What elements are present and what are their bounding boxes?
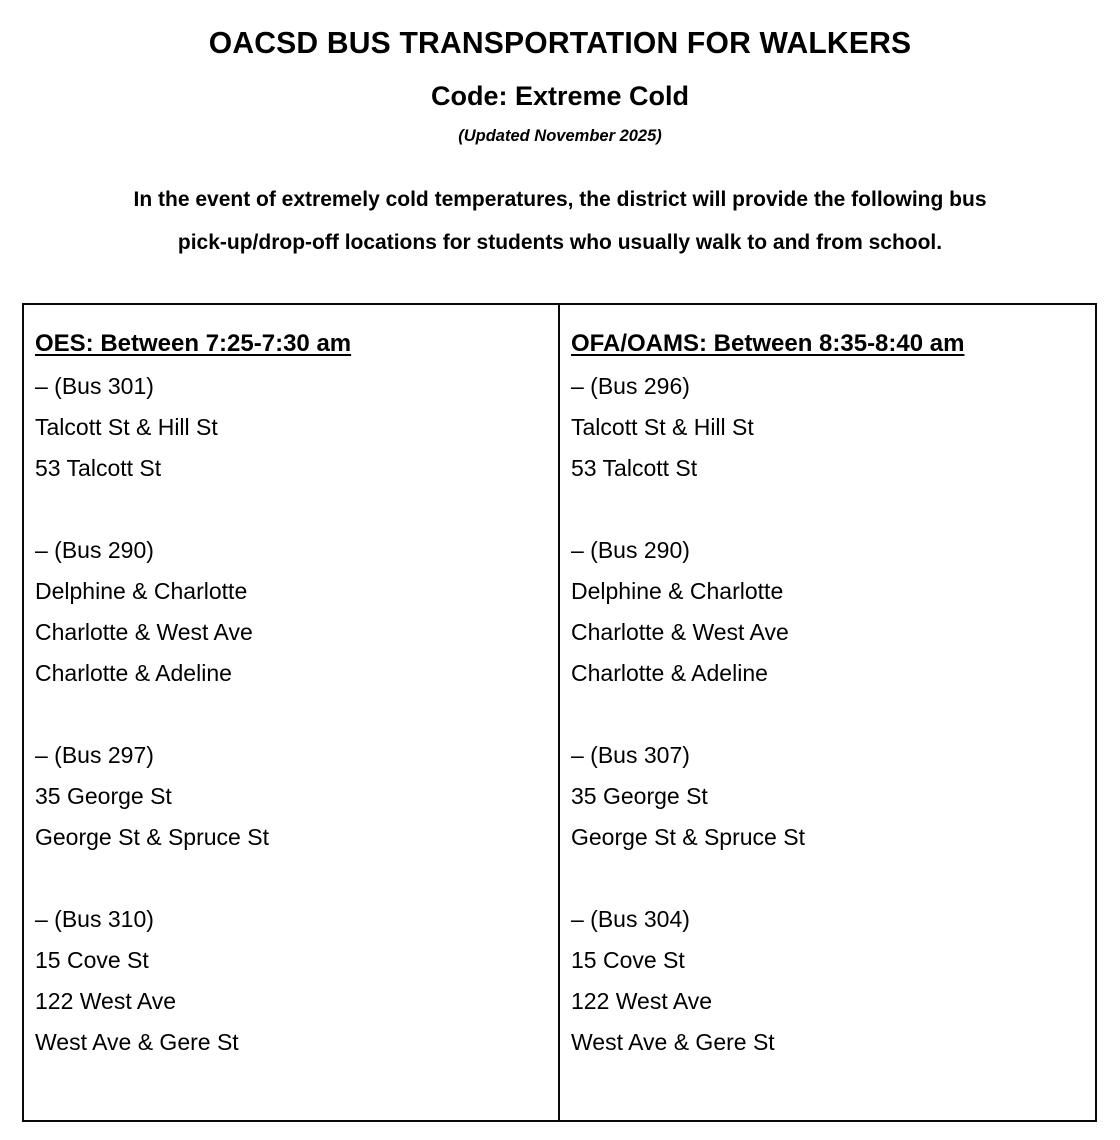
bus-block: [35, 530, 546, 694]
bus-stop-line: Talcott St & Hill St: [35, 414, 218, 440]
intro-line-2: pick-up/drop-off locations for students who usually walk to and from school.: [177, 231, 943, 254]
bus-block: [35, 735, 546, 858]
bus-number-line: – (Bus 297): [35, 742, 154, 768]
bus-stop-line: George St & Spruce St: [571, 824, 805, 850]
bus-stop-line: Delphine & Charlotte: [35, 578, 248, 604]
updated-date-note: (Updated November 2025): [458, 126, 662, 145]
column-header-oes: OES: Between 7:25-7:30 am: [35, 330, 352, 357]
bus-number-line: – (Bus 296): [571, 373, 690, 399]
bus-number-line: – (Bus 307): [571, 742, 690, 768]
document-heading: [0, 0, 1120, 145]
bus-stop-line: Talcott St & Hill St: [571, 414, 754, 440]
bus-stop-line: Charlotte & West Ave: [571, 619, 789, 645]
bus-number-line: – (Bus 290): [571, 537, 690, 563]
intro-line-1: In the event of extremely cold temperatures, the district will provide the following bus: [133, 188, 987, 211]
bus-block: [35, 366, 546, 489]
bus-stop-line: 53 Talcott St: [571, 455, 698, 481]
bus-block: [571, 735, 1082, 858]
bus-number-line: – (Bus 290): [35, 537, 154, 563]
bus-stop-line: West Ave & Gere St: [35, 1029, 239, 1055]
column-header-ofa-oams: OFA/OAMS: Between 8:35-8:40 am: [571, 330, 965, 357]
bus-stop-line: Charlotte & Adeline: [571, 660, 768, 686]
bus-block: [571, 366, 1082, 489]
bus-stop-line: 15 Cove St: [571, 947, 685, 973]
bus-number-line: – (Bus 310): [35, 906, 154, 932]
bus-number-line: – (Bus 304): [571, 906, 690, 932]
bus-stop-line: Charlotte & West Ave: [35, 619, 253, 645]
table-column-oes: [24, 305, 560, 1120]
bus-stop-line: 53 Talcott St: [35, 455, 162, 481]
bus-block: [35, 899, 546, 1063]
bus-stop-line: Delphine & Charlotte: [571, 578, 784, 604]
page-title: OACSD BUS TRANSPORTATION FOR WALKERS: [208, 25, 912, 60]
page-subtitle-code: Code: Extreme Cold: [430, 80, 690, 111]
bus-stop-line: George St & Spruce St: [35, 824, 269, 850]
bus-stops-table: [22, 303, 1097, 1122]
bus-stop-line: West Ave & Gere St: [571, 1029, 775, 1055]
bus-number-line: – (Bus 301): [35, 373, 154, 399]
intro-paragraph: [40, 178, 1080, 264]
bus-block-list-ofa-oams: [571, 366, 1082, 1063]
bus-stop-line: 35 George St: [571, 783, 708, 809]
bus-block: [571, 530, 1082, 694]
bus-stop-line: 122 West Ave: [571, 988, 713, 1014]
bus-stop-line: Charlotte & Adeline: [35, 660, 232, 686]
bus-block: [571, 899, 1082, 1063]
bus-stop-line: 122 West Ave: [35, 988, 177, 1014]
bus-stop-line: 35 George St: [35, 783, 172, 809]
table-column-ofa-oams: [560, 305, 1094, 1120]
bus-block-list-oes: [35, 366, 546, 1063]
bus-stop-line: 15 Cove St: [35, 947, 149, 973]
